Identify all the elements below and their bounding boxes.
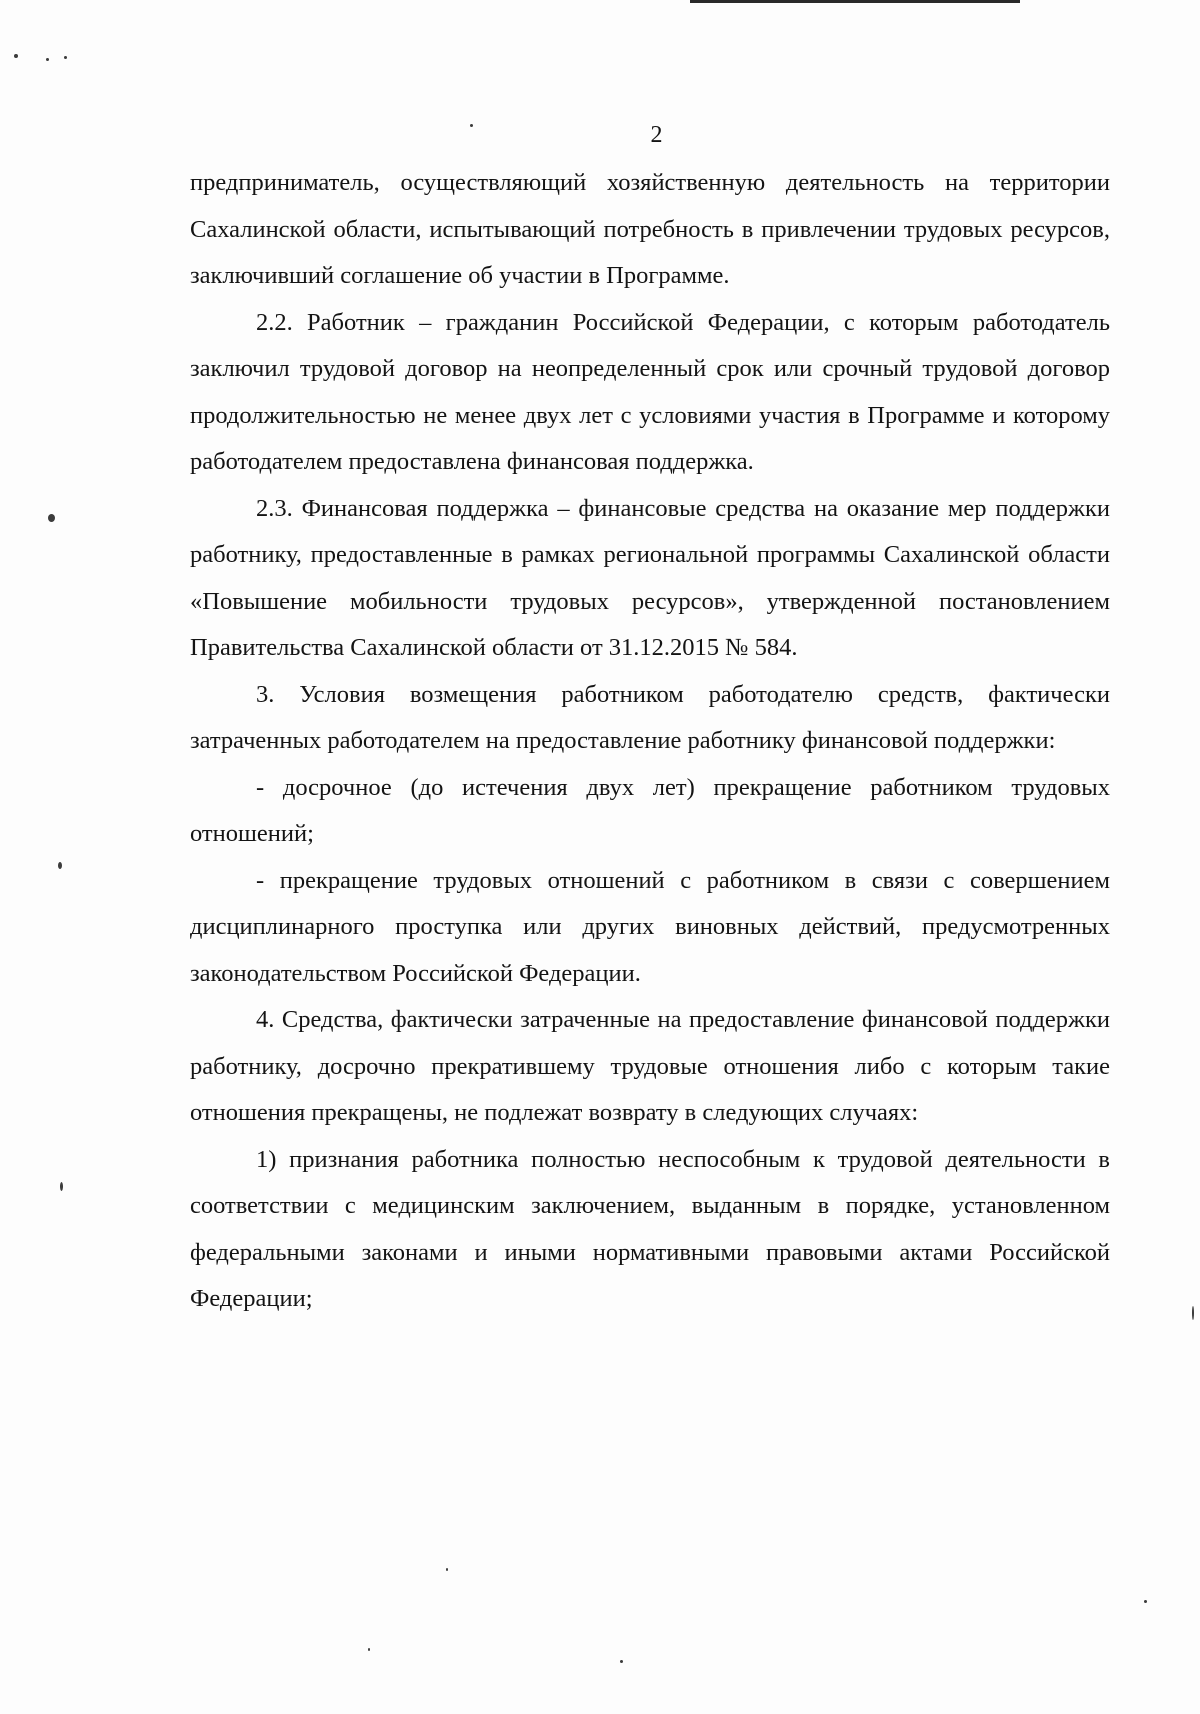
scan-speck (470, 124, 473, 127)
scan-speck (368, 1648, 370, 1651)
scan-speck (46, 58, 49, 61)
scan-speck (1144, 1600, 1147, 1603)
scan-speck (620, 1660, 623, 1663)
scan-speck (48, 514, 55, 522)
paragraph-employer-definition-end: предприниматель, осуществляющий хозяйственную деятельность на территории Сахалинской области, испытывающий потребность в привлечении трудовых ресурсов, заключивший соглашение об участии в Программе. (190, 169, 1110, 289)
list-item-early-termination: - досрочное (до истечения двух лет) прекращение работником трудовых отношений; (190, 773, 1110, 847)
paragraph-2-3-financial-support: 2.3. Финансовая поддержка – финансовые средства на оказание мер поддержки работнику, предоставленные в рамках региональной программы Сахалинской области «Повышение мобильности трудовых ресурсов», утвержденной постановлением Правительства Сахалинской области от 31.12.2015 № 584. (190, 494, 1110, 661)
document-body (190, 160, 1110, 1323)
paragraph-3-reimbursement-conditions: 3. Условия возмещения работником работодателю средств, фактически затраченных работодателем на предоставление работнику финансовой поддержки: (190, 680, 1110, 754)
list-item-disciplinary-termination: - прекращение трудовых отношений с работником в связи с совершением дисциплинарного проступка или других виновных действий, предусмотренных законодательством Российской Федерации. (190, 866, 1110, 987)
paragraph-2-2-worker: 2.2. Работник – гражданин Российской Федерации, с которым работодатель заключил трудовой договор на неопределенный срок или срочный трудовой договор продолжительностью не менее двух лет с условиями участия в Программе и которому работодателем предоставлена финансовая поддержка. (190, 308, 1110, 475)
scan-speck (64, 56, 67, 59)
scan-speck (446, 1568, 448, 1571)
page-number: 2 (650, 122, 663, 148)
scan-speck (58, 862, 62, 869)
list-item-1-incapacity: 1) признания работника полностью неспособным к трудовой деятельности в соответствии с медицинским заключением, выданным в порядке, установленном федеральными законами и иными нормативными правовыми актами Российской Федерации; (190, 1145, 1110, 1312)
scan-speck (60, 1182, 63, 1191)
top-edge-rule (690, 0, 1020, 3)
scan-speck (14, 54, 18, 58)
scan-speck (1192, 1306, 1194, 1320)
paragraph-4-non-refundable-cases: 4. Средства, фактически затраченные на предоставление финансовой поддержки работнику, досрочно прекратившему трудовые отношения либо с которым такие отношения прекращены, не подлежат возврату в следующих случаях: (190, 1006, 1110, 1126)
